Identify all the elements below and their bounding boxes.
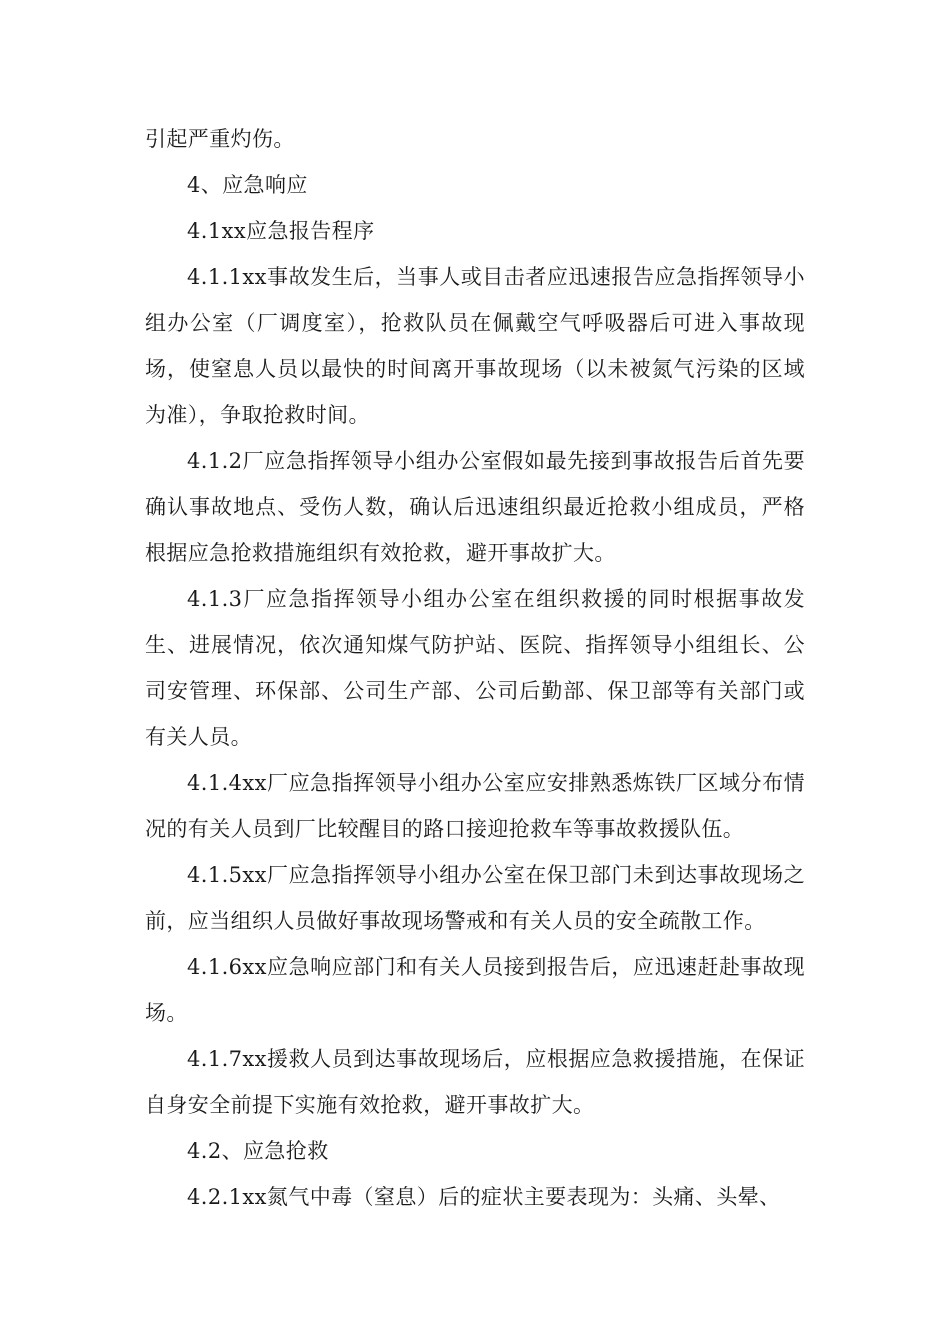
paragraph-4-1-7: 4.1.7xx援救人员到达事故现场后，应根据应急救援措施，在保证自身安全前提下实施有效抢救，避开事故扩大。 [145, 1047, 805, 1117]
paragraph-4-1-5: 4.1.5xx厂应急指挥领导小组办公室在保卫部门未到达事故现场之前，应当组织人员做好事故现场警戒和有关人员的安全疏散工作。 [145, 863, 805, 933]
paragraph-burn-ending: 引起严重灼伤。 [145, 127, 295, 151]
paragraph-4-1-1: 4.1.1xx事故发生后，当事人或目击者应迅速报告应急指挥领导小组办公室（厂调度室），抢救队员在佩戴空气呼吸器后可进入事故现场，使窒息人员以最快的时间离开事故现场（以未被氮气污染的区域为准），争取抢救时间。 [145, 265, 805, 427]
heading-emergency-rescue: 4.2、应急抢救 [187, 1139, 329, 1163]
paragraph-4-1-3: 4.1.3厂应急指挥领导小组办公室在组织救援的同时根据事故发生、进展情况，依次通知煤气防护站、医院、指挥领导小组组长、公司安管理、环保部、公司生产部、公司后勤部、保卫部等有关部门或有关人员。 [145, 587, 805, 749]
heading-report-procedure: 4.1xx应急报告程序 [187, 219, 375, 243]
paragraph-4-1-2: 4.1.2厂应急指挥领导小组办公室假如最先接到事故报告后首先要确认事故地点、受伤人数，确认后迅速组织最近抢救小组成员，严格根据应急抢救措施组织有效抢救，避开事故扩大。 [145, 449, 805, 565]
paragraph-4-2-1: 4.2.1xx氮气中毒（窒息）后的症状主要表现为：头痛、头晕、 [187, 1185, 781, 1209]
paragraph-4-1-4: 4.1.4xx厂应急指挥领导小组办公室应安排熟悉炼铁厂区域分布情况的有关人员到厂比较醒目的路口接迎抢救车等事故救援队伍。 [145, 771, 805, 841]
heading-emergency-response: 4、应急响应 [187, 173, 308, 197]
paragraph-4-1-6: 4.1.6xx应急响应部门和有关人员接到报告后，应迅速赶赴事故现场。 [145, 955, 805, 1025]
document-body [145, 116, 805, 1220]
